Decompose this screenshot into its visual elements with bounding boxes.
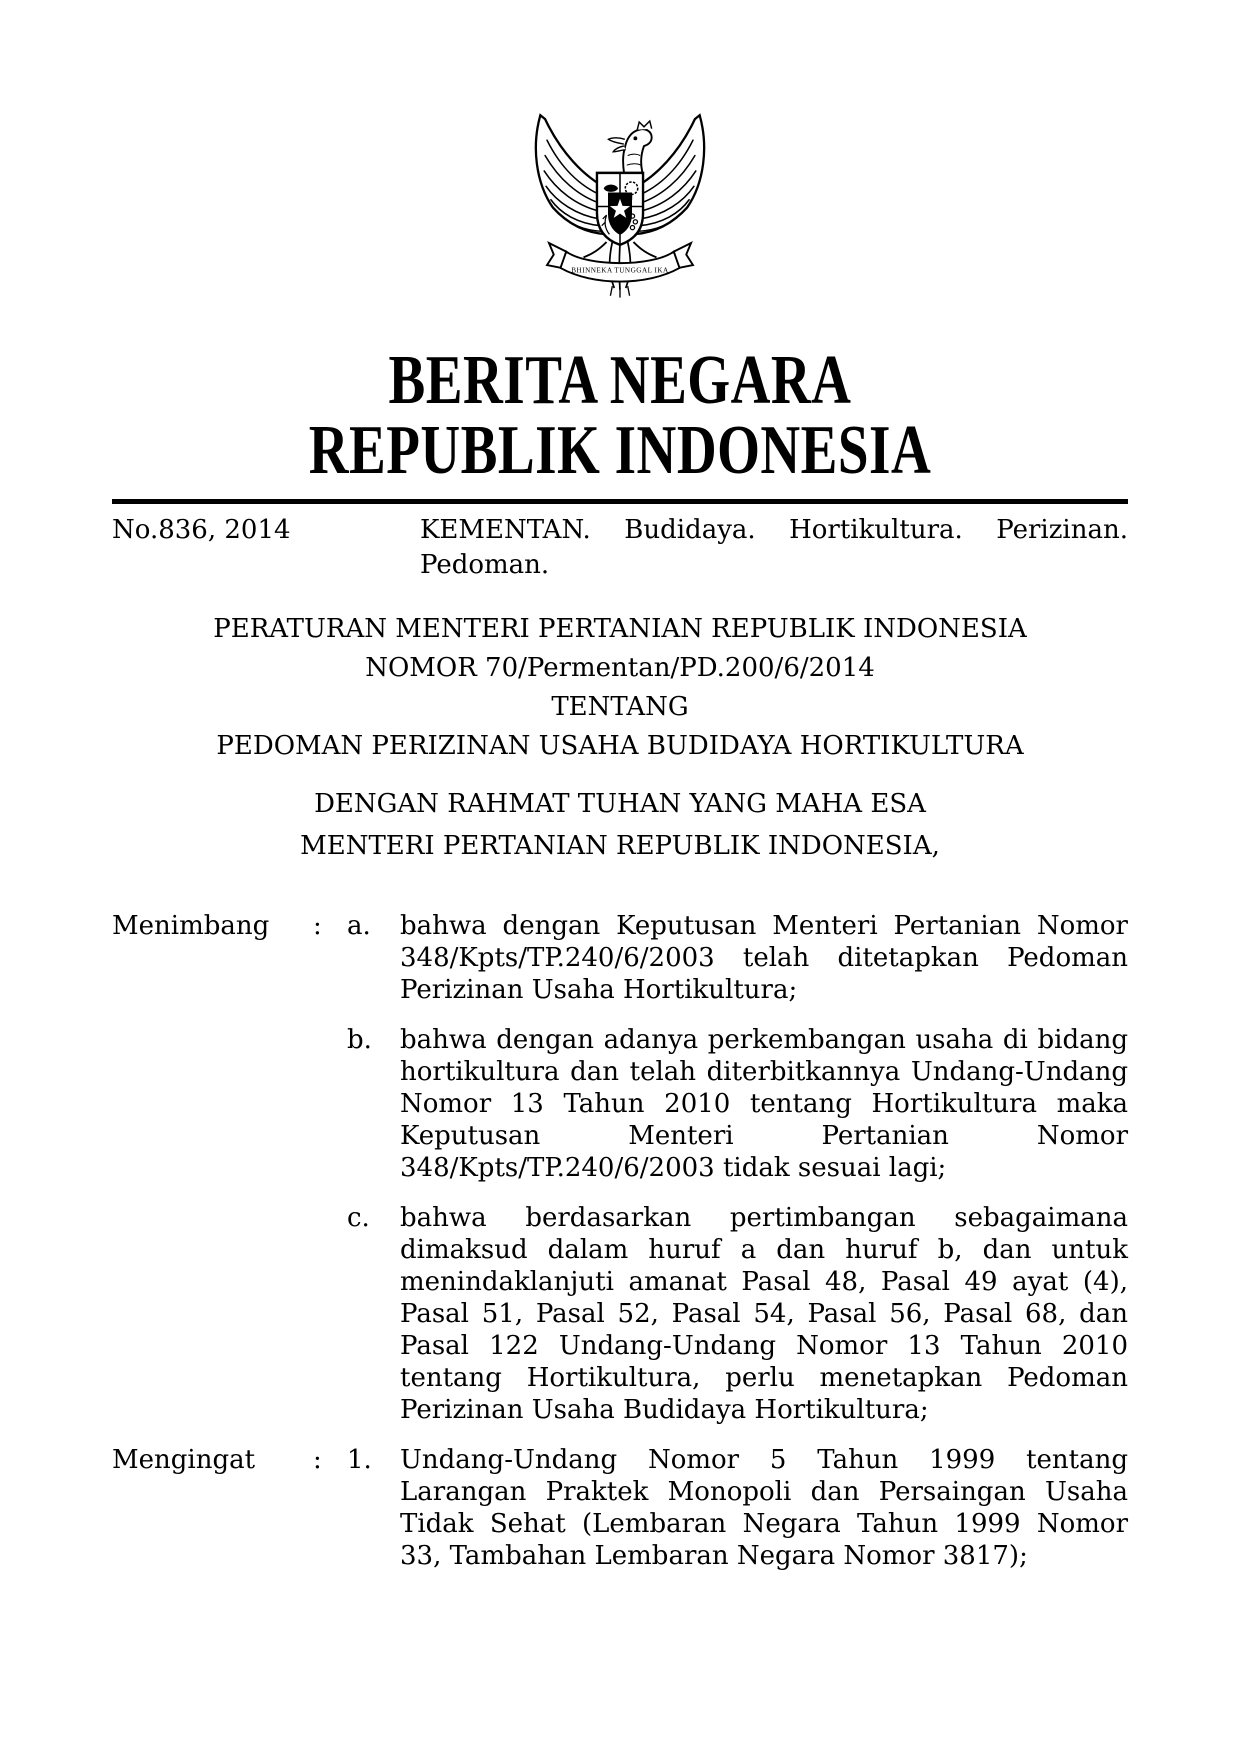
- emblem-motto-text: BHINNEKA TUNGGAL IKA: [571, 266, 669, 275]
- pancasila-shield: [597, 173, 643, 245]
- mengingat-label: Mengingat: [112, 1444, 256, 1475]
- consideration-item-marker: c.: [347, 1202, 370, 1233]
- clause-spacer: [112, 1024, 313, 1184]
- clause-spacer: [313, 1024, 347, 1184]
- regulation-number-line: NOMOR 70/Permentan/PD.200/6/2014: [365, 652, 875, 683]
- regulation-title-block: [112, 610, 1128, 766]
- clause-spacer: [313, 1202, 347, 1426]
- gazette-reference-row: [112, 513, 1128, 583]
- masthead-rule: [112, 499, 1128, 504]
- masthead: [0, 339, 1240, 488]
- mengingat-section: [112, 1444, 1128, 1572]
- masthead-line-2: REPUBLIK INDONESIA: [308, 409, 932, 488]
- legal-basis-item-text: Undang-Undang Nomor 5 Tahun 1999 tentang Larangan Praktek Monopoli dan Persaingan Usaha Tidak Sehat (Lembaran Negara Tahun 1999 Nomor 33, Tambahan Lembaran Negara Nomor 3817);: [400, 1444, 1128, 1571]
- menimbang-section: [112, 910, 1128, 1426]
- masthead-line-1: BERITA NEGARA: [388, 339, 852, 418]
- clause-spacer: [112, 1202, 313, 1426]
- consideration-item-marker: b.: [347, 1024, 372, 1055]
- invocation-block: [112, 783, 1128, 867]
- regulation-subject-line: PEDOMAN PERIZINAN USAHA BUDIDAYA HORTIKULTURA: [216, 730, 1024, 761]
- invocation-line-2: MENTERI PERTANIAN REPUBLIK INDONESIA,: [300, 830, 940, 861]
- consideration-item-text: bahwa dengan Keputusan Menteri Pertanian Nomor 348/Kpts/TP.240/6/2003 telah ditetapkan Pedoman Perizinan Usaha Hortikultura;: [400, 910, 1128, 1005]
- invocation-line-1: DENGAN RAHMAT TUHAN YANG MAHA ESA: [314, 788, 926, 819]
- gazette-subject: KEMENTAN. Budidaya. Hortikultura. Perizinan. Pedoman.: [420, 514, 1128, 580]
- consideration-item-marker: a.: [347, 910, 371, 941]
- garuda-emblem-svg: [524, 98, 716, 300]
- menimbang-colon: :: [313, 910, 322, 941]
- mengingat-colon: :: [313, 1444, 322, 1475]
- regulation-tentang-line: TENTANG: [551, 691, 689, 722]
- menimbang-label: Menimbang: [112, 910, 270, 941]
- regulation-title-line-1: PERATURAN MENTERI PERTANIAN REPUBLIK INDONESIA: [213, 613, 1027, 644]
- consideration-item-text: bahwa dengan adanya perkembangan usaha di bidang hortikultura dan telah diterbitkannya Undang-Undang Nomor 13 Tahun 2010 tentang Hortikultura maka Keputusan Menteri Pertanian Nomor 348/Kpts/TP.240/6/2003 tidak sesuai lagi;: [400, 1024, 1128, 1183]
- consideration-item-text: bahwa berdasarkan pertimbangan sebagaimana dimaksud dalam huruf a dan huruf b, dan untuk menindaklanjuti amanat Pasal 48, Pasal 49 ayat (4), Pasal 51, Pasal 52, Pasal 54, Pasal 56, Pasal 68, dan Pasal 122 Undang-Undang Nomor 13 Tahun 2010 tentang Hortikultura, perlu menetapkan Pedoman Perizinan Usaha Budidaya Hortikultura;: [400, 1202, 1128, 1425]
- gazette-number: No.836, 2014: [112, 514, 291, 545]
- garuda-pancasila-emblem: [524, 98, 716, 300]
- legal-basis-item-marker: 1.: [347, 1444, 372, 1475]
